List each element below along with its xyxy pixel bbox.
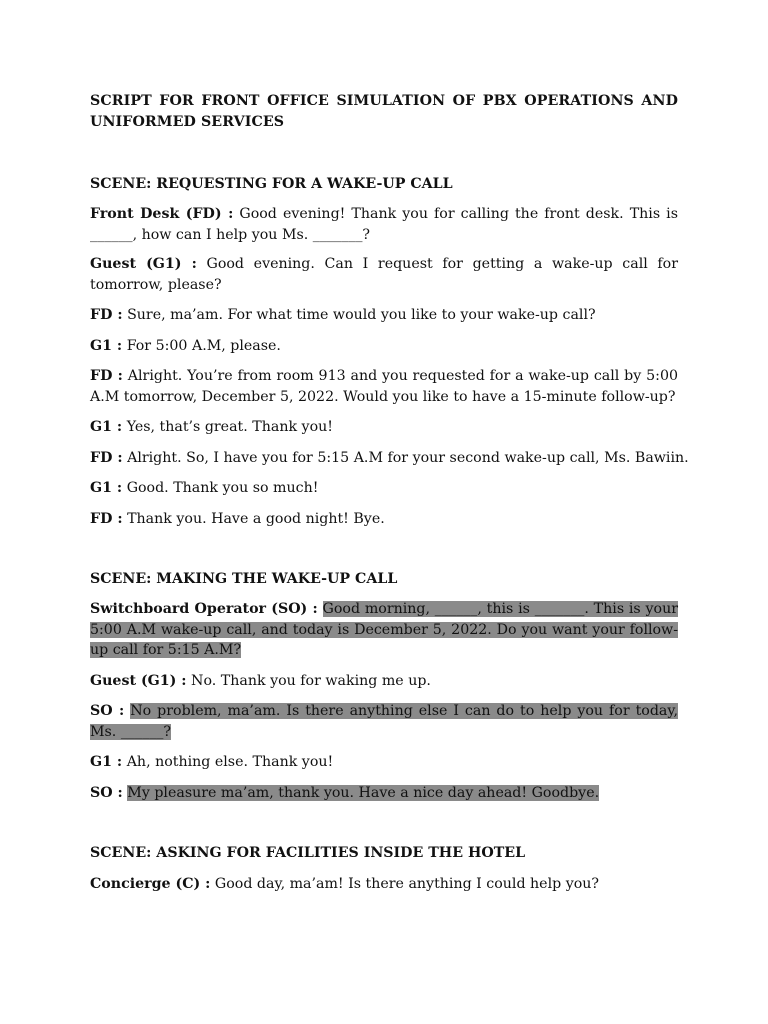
speaker-label: G1 : bbox=[90, 754, 123, 770]
speaker-label: FD : bbox=[90, 450, 123, 466]
dialogue-text: Good evening! Thank you for calling the front desk. This is ______, how can I help you Ms. _______? bbox=[90, 206, 678, 243]
speaker-label: G1 : bbox=[90, 480, 123, 496]
scene-heading: SCENE: ASKING FOR FACILITIES INSIDE THE HOTEL bbox=[90, 845, 526, 861]
dialogue-text: Alright. So, I have you for 5:15 A.M for your second wake-up call, Ms. Bawiin. bbox=[127, 450, 689, 466]
dialogue-line bbox=[90, 254, 678, 295]
dialogue-line bbox=[90, 305, 678, 326]
dialogue-line bbox=[90, 509, 678, 530]
speaker-label: SO : bbox=[90, 785, 123, 801]
dialogue-text: Thank you. Have a good night! Bye. bbox=[127, 511, 385, 527]
dialogue-text: Yes, that’s great. Thank you! bbox=[126, 419, 333, 435]
dialogue-line bbox=[90, 336, 678, 357]
dialogue-line bbox=[90, 448, 689, 469]
speaker-label: Front Desk (FD) : bbox=[90, 206, 234, 222]
dialogue-line bbox=[90, 204, 678, 245]
speaker-label: G1 : bbox=[90, 338, 123, 354]
dialogue-line bbox=[90, 599, 678, 661]
dialogue-line bbox=[90, 701, 678, 742]
scene-heading: SCENE: REQUESTING FOR A WAKE-UP CALL bbox=[90, 176, 453, 192]
speaker-label: Switchboard Operator (SO) : bbox=[90, 601, 318, 617]
speaker-label: G1 : bbox=[90, 419, 123, 435]
dialogue-text: For 5:00 A.M, please. bbox=[126, 338, 281, 354]
highlighted-dialogue-text: Good morning, ______, this is _______. This is your 5:00 A.M wake-up call, and today is December 5, 2022. Do you want your follow-up call for 5:15 A.M? bbox=[90, 601, 678, 658]
highlighted-dialogue-text: No problem, ma’am. Is there anything else I can do to help you for today, Ms. ______? bbox=[90, 703, 679, 740]
speaker-label: Guest (G1) : bbox=[90, 256, 197, 272]
dialogue-line bbox=[90, 783, 678, 804]
speaker-label: Guest (G1) : bbox=[90, 673, 187, 689]
dialogue-text: Sure, ma’am. For what time would you like to your wake-up call? bbox=[127, 307, 596, 323]
dialogue-text: Good day, ma’am! Is there anything I could help you? bbox=[214, 876, 600, 892]
dialogue-text: Good evening. Can I request for getting a wake-up call for tomorrow, please? bbox=[90, 256, 679, 293]
dialogue-line bbox=[90, 417, 678, 438]
dialogue-line bbox=[90, 874, 678, 895]
dialogue-line bbox=[90, 366, 678, 407]
speaker-label: SO : bbox=[90, 703, 125, 719]
dialogue-line bbox=[90, 671, 678, 692]
speaker-label: FD : bbox=[90, 307, 123, 323]
speaker-label: Concierge (C) : bbox=[90, 876, 211, 892]
dialogue-text: No. Thank you for waking me up. bbox=[191, 673, 431, 689]
dialogue-line bbox=[90, 752, 678, 773]
speaker-label: FD : bbox=[90, 368, 123, 384]
dialogue-text: Good. Thank you so much! bbox=[126, 480, 319, 496]
dialogue-text: Alright. You’re from room 913 and you requested for a wake-up call by 5:00 A.M tomorrow, December 5, 2022. Would you like to have a 15-minute follow-up? bbox=[90, 368, 678, 405]
dialogue-text: Ah, nothing else. Thank you! bbox=[126, 754, 334, 770]
dialogue-line bbox=[90, 478, 678, 499]
scene-heading: SCENE: MAKING THE WAKE-UP CALL bbox=[90, 571, 398, 587]
highlighted-dialogue-text: My pleasure ma’am, thank you. Have a nice day ahead! Goodbye. bbox=[127, 785, 600, 801]
document-title: SCRIPT FOR FRONT OFFICE SIMULATION OF PBX OPERATIONS AND UNIFORMED SERVICES bbox=[90, 93, 678, 130]
speaker-label: FD : bbox=[90, 511, 123, 527]
